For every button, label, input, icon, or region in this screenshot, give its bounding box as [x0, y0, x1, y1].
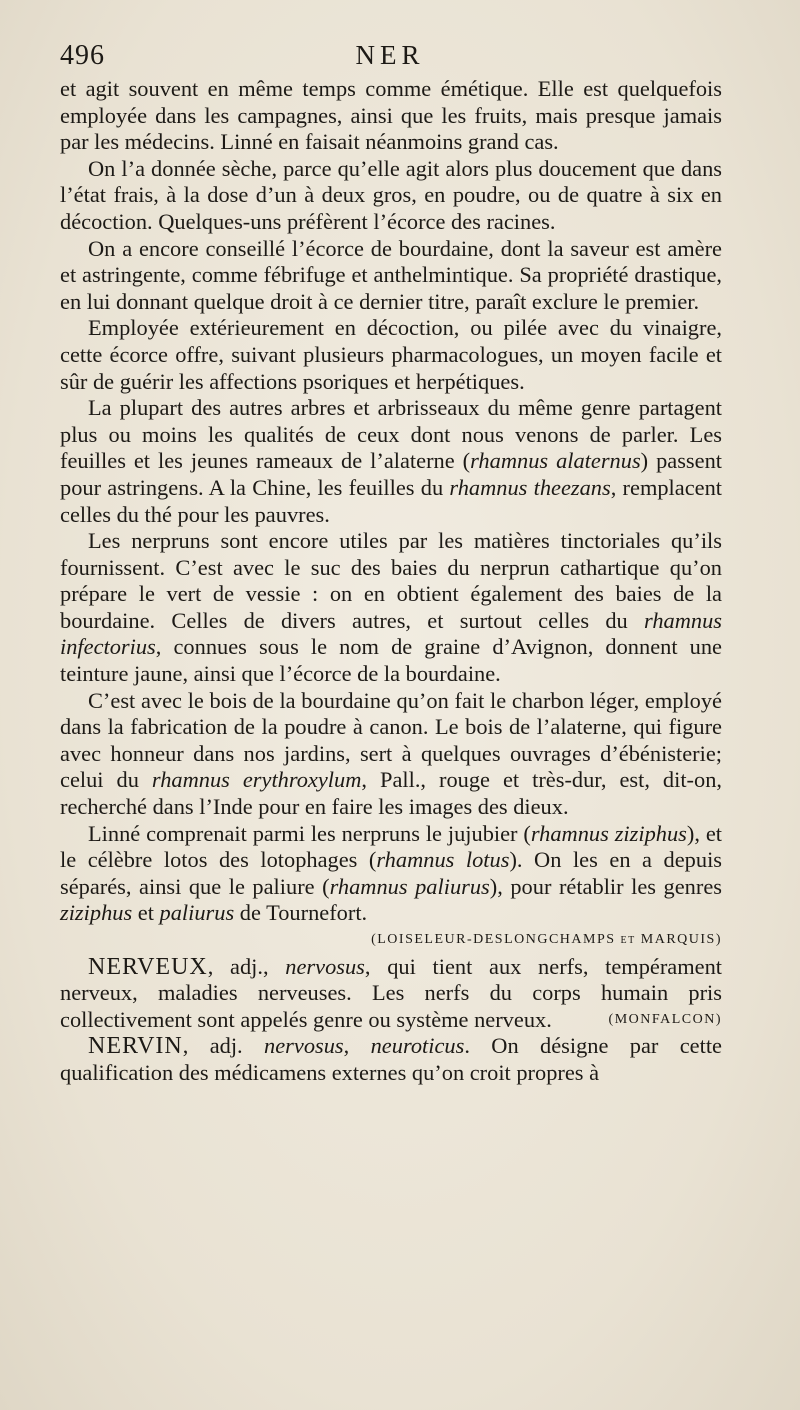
author-signature: (MONFALCON)	[608, 1011, 722, 1027]
paragraph-4: Employée extérieurement en décoction, ou pilée avec du vinaigre, cette écorce offre, suivant plusieurs pharmacologues, un moyen facile et sûr de guérir les affections psoriques et herpétiques.	[60, 315, 722, 394]
paragraph-3: On a encore conseillé l’écorce de bourdaine, dont la saveur est amère et astringente, comme fébrifuge et anthelmintique. Sa propriété drastique, en lui donnant quelque droit à ce dernier titre, paraît exclure le premier.	[60, 235, 722, 314]
page-header	[60, 40, 720, 80]
running-head: NER	[355, 40, 425, 70]
latin-name: paliurus	[159, 900, 235, 926]
entry-headword: NERVIN	[88, 1033, 183, 1060]
latin-name: rhamnus theezans	[449, 474, 611, 500]
latin-name: rhamnus erythroxylum	[151, 767, 362, 793]
author-signature: (LOISELEUR-DESLONGCHAMPS et MARQUIS)	[371, 932, 722, 947]
latin-name: neuroticus	[370, 1033, 465, 1059]
latin-name: ziziphus	[60, 900, 133, 926]
paragraph-6: Les nerpruns sont encore utiles par les matières tinctoriales qu’ils fournissent. C’est avec le suc des baies du nerprun cathartique qu’on prépare le vert de vessie : on en obtient également des baies de la bourdaine. Celles de divers autres, et surtout celles du rhamnus infectorius, connues sous le nom de graine d’Avignon, donnent une teinture jaune, ainsi que l’écorce de la bourdaine.	[60, 528, 722, 687]
body-text	[60, 76, 722, 1087]
paragraph-5: La plupart des autres arbres et arbrisseaux du même genre partagent plus ou moins les qualités de ceux dont nous venons de parler. Les feuilles et les jeunes rameaux de l’alaterne (rhamnus alaternus) passent pour astringens. A la Chine, les feuilles du rhamnus theezans, remplacent celles du thé pour les pauvres.	[60, 395, 723, 527]
paragraph-2: On l’a donnée sèche, parce qu’elle agit alors plus doucement que dans l’état frais, à la dose d’un à deux gros, en poudre, ou de quatre à six en décoction. Quelques-uns préfèrent l’écorce des racines.	[60, 155, 722, 234]
paragraph-7: C’est avec le bois de la bourdaine qu’on fait le charbon léger, employé dans la fabrication de la poudre à canon. Le bois de l’alaterne, qui figure avec honneur dans nos jardins, sert à quelques ouvrages d’ébénisterie; celui du rhamnus erythroxylum, Pall., rouge et très-dur, est, dit-on, recherché dans l’Inde pour en faire les images des dieux.	[60, 687, 722, 820]
latin-name: rhamnus alaternus	[470, 448, 641, 474]
latin-name: rhamnus paliurus	[329, 873, 490, 899]
latin-name: rhamnus ziziphus	[530, 820, 687, 846]
paragraph-8: Linné comprenait parmi les nerpruns le jujubier (rhamnus ziziphus), et le célèbre lotos des lotophages (rhamnus lotus). On les en a depuis séparés, ainsi que le paliure (rhamnus paliurus), pour rétablir les genres ziziphus et paliurus de Tournefort.	[60, 820, 722, 926]
latin-name: nervosus	[285, 953, 365, 979]
entry-headword: NERVEUX	[88, 953, 208, 980]
entry-nervin: NERVIN, adj. nervosus, neuroticus. On désigne par cette qualification des médicamens externes qu’on croit propres à	[60, 1033, 722, 1085]
entry-nerveux: NERVEUX, adj., nervosus, qui tient aux nerfs, tempérament nerveux, maladies nerveuses. Les nerfs du corps humain pris collectivement sont appelés genre ou système nerveux. (MONFALCON)	[60, 953, 722, 1032]
page-number: 496	[60, 40, 105, 71]
latin-name: rhamnus lotus	[376, 847, 510, 873]
latin-name: nervosus	[264, 1033, 344, 1059]
paragraph-1: et agit souvent en même temps comme émétique. Elle est quelquefois employée dans les campagnes, ainsi que les fruits, mais presque jamais par les médecins. Linné en faisait néanmoins grand cas.	[60, 76, 722, 155]
latin-name: rhamnus infectorius	[60, 607, 722, 660]
